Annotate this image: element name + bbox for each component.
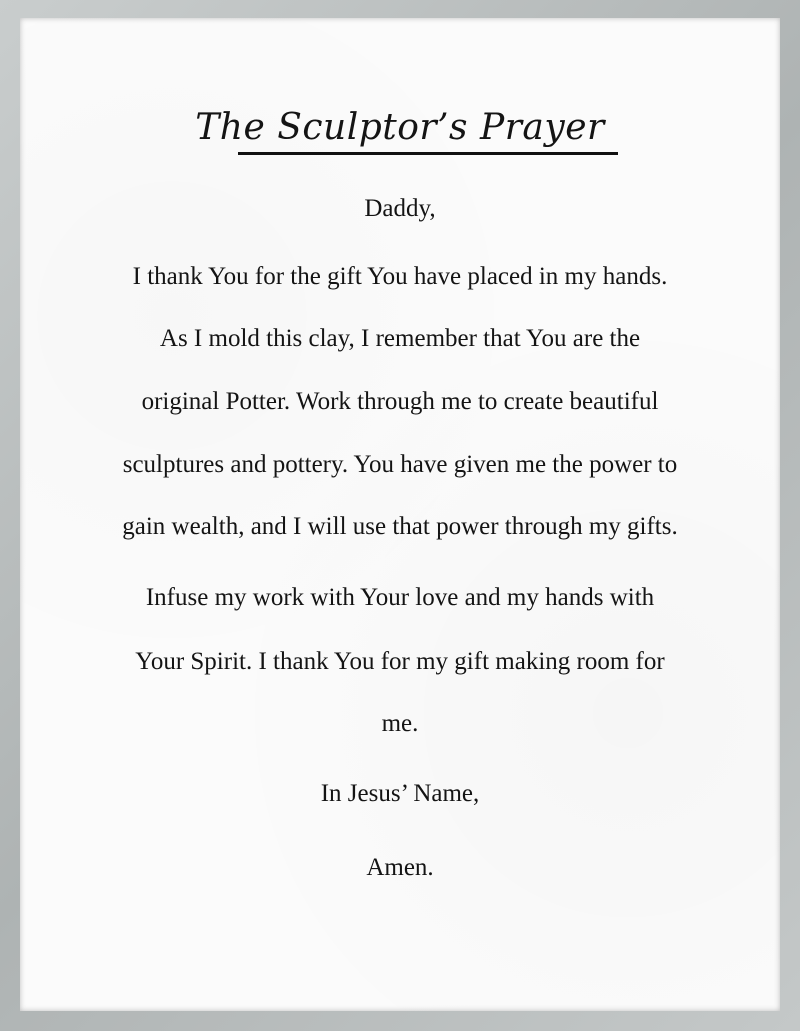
body-line: Infuse my work with Your love and my hands with — [145, 584, 655, 611]
body-line: original Potter. Work through me to create beautiful — [141, 388, 659, 415]
body-line: gain wealth, and I will use that power through my gifts. — [122, 513, 678, 540]
amen: Amen. — [366, 854, 434, 881]
body-line: sculptures and pottery. You have given me the power to — [122, 451, 678, 478]
body-line: me. — [381, 710, 419, 737]
body-line: I thank You for the gift You have placed in my hands. — [132, 263, 668, 290]
salutation: Daddy, — [364, 195, 436, 222]
body-line: Your Spirit. I thank You for my gift making room for — [135, 648, 665, 675]
paper-sheet — [20, 18, 780, 1011]
prayer-title: The Sculptor’s Prayer — [195, 107, 605, 148]
closing: In Jesus’ Name, — [320, 780, 480, 807]
title-underline — [238, 152, 618, 155]
body-line: As I mold this clay, I remember that You are the — [159, 325, 641, 352]
